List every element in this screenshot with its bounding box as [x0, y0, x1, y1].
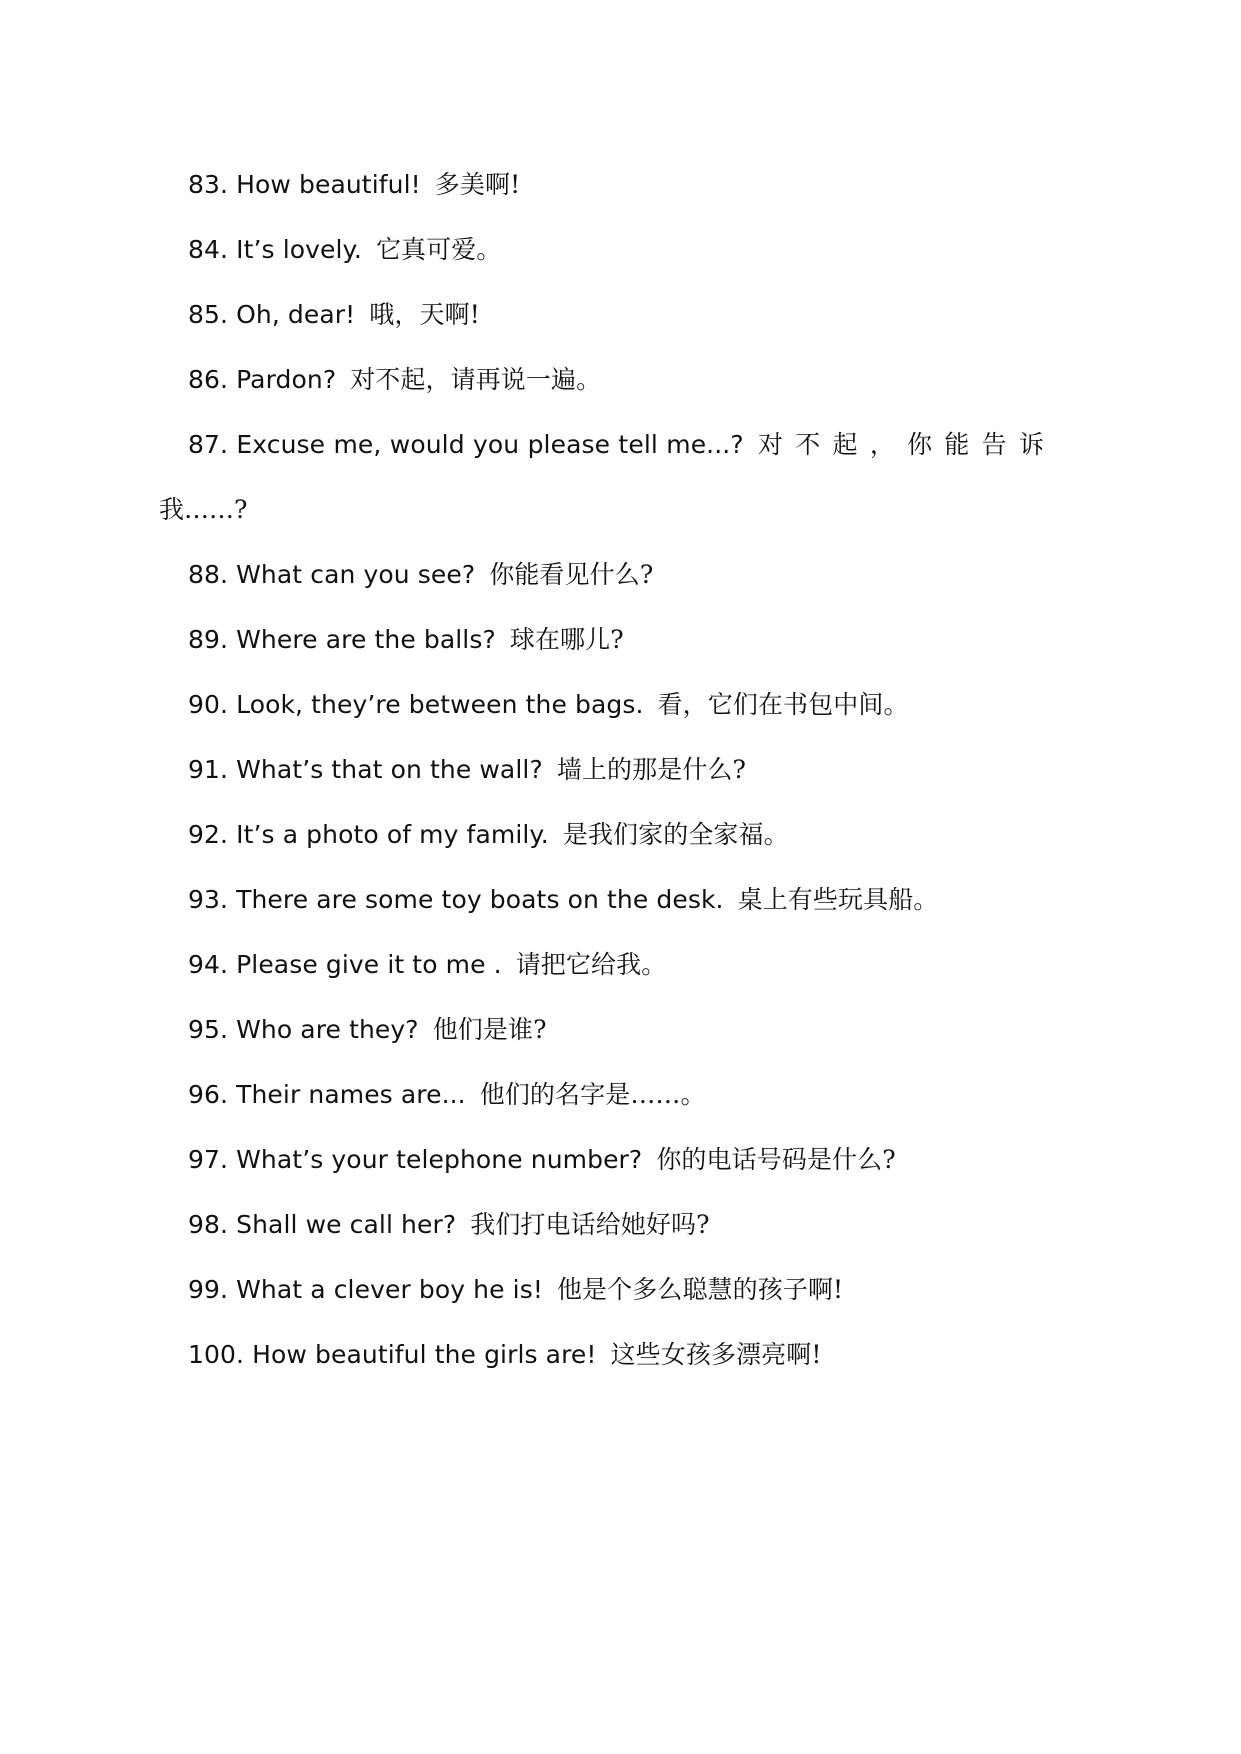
english-text: 83. How beautiful! — [188, 170, 421, 199]
phrase-line-98 — [188, 1192, 1056, 1257]
chinese-text: 这些女孩多漂亮啊! — [610, 1340, 822, 1369]
english-text: 91. What’s that on the wall? — [188, 755, 543, 784]
phrase-line-96 — [188, 1062, 1056, 1127]
chinese-text: 桌上有些玩具船。 — [737, 885, 939, 914]
phrase-line-92 — [188, 802, 1056, 867]
phrase-line-90 — [188, 672, 1056, 737]
chinese-text: 你能看见什么? — [489, 560, 654, 589]
phrase-line-89 — [188, 607, 1056, 672]
chinese-text: 它真可爱。 — [375, 235, 502, 264]
phrase-line-86 — [188, 347, 1056, 412]
phrase-line-87-continued — [159, 477, 1056, 542]
english-text: 86. Pardon? — [188, 365, 337, 394]
chinese-text: 对不起，你能告诉 — [757, 430, 1056, 459]
english-text: 90. Look, they’re between the bags. — [188, 690, 644, 719]
chinese-text: 他们是谁? — [432, 1015, 547, 1044]
chinese-text: 对不起，请再说一遍。 — [350, 365, 602, 394]
chinese-text: 你的电话号码是什么? — [656, 1145, 896, 1174]
chinese-text: 我们打电话给她好吗? — [470, 1210, 710, 1239]
chinese-text: 看，它们在书包中间。 — [657, 690, 909, 719]
phrase-line-91 — [188, 737, 1056, 802]
chinese-text: 球在哪儿? — [509, 625, 624, 654]
english-text: 85. Oh, dear! — [188, 300, 356, 329]
phrase-line-83 — [188, 152, 1056, 217]
english-text: 99. What a clever boy he is! — [188, 1275, 543, 1304]
english-text: 84. It’s lovely. — [188, 235, 362, 264]
phrase-line-99 — [188, 1257, 1056, 1322]
english-text: 87. Excuse me, would you please tell me...? — [188, 430, 744, 459]
chinese-text: 请把它给我。 — [515, 950, 667, 979]
english-text: 88. What can you see? — [188, 560, 476, 589]
english-text: 97. What’s your telephone number? — [188, 1145, 643, 1174]
phrase-line-93 — [188, 867, 1056, 932]
chinese-text: 我……? — [159, 495, 248, 524]
chinese-text: 多美啊! — [434, 170, 521, 199]
phrase-line-87 — [159, 412, 1056, 477]
english-text: 100. How beautiful the girls are! — [188, 1340, 597, 1369]
english-text: 92. It’s a photo of my family. — [188, 820, 549, 849]
phrase-line-97 — [188, 1127, 1056, 1192]
english-text: 95. Who are they? — [188, 1015, 419, 1044]
phrase-list — [159, 152, 1056, 1387]
phrase-line-95 — [188, 997, 1056, 1062]
english-text: 93. There are some toy boats on the desk. — [188, 885, 724, 914]
english-text: 96. Their names are... — [188, 1080, 466, 1109]
phrase-line-84 — [188, 217, 1056, 282]
chinese-text: 是我们家的全家福。 — [562, 820, 789, 849]
chinese-text: 哦，天啊! — [369, 300, 480, 329]
chinese-text: 墙上的那是什么? — [556, 755, 747, 784]
phrase-line-94 — [188, 932, 1056, 997]
phrase-line-100 — [188, 1322, 1056, 1387]
phrase-line-85 — [188, 282, 1056, 347]
english-text: 89. Where are the balls? — [188, 625, 496, 654]
phrase-line-88 — [188, 542, 1056, 607]
english-text: 98. Shall we call her? — [188, 1210, 457, 1239]
english-text: 94. Please give it to me . — [188, 950, 502, 979]
chinese-text: 他是个多么聪慧的孩子啊! — [556, 1275, 844, 1304]
chinese-text: 他们的名字是……。 — [479, 1080, 706, 1109]
